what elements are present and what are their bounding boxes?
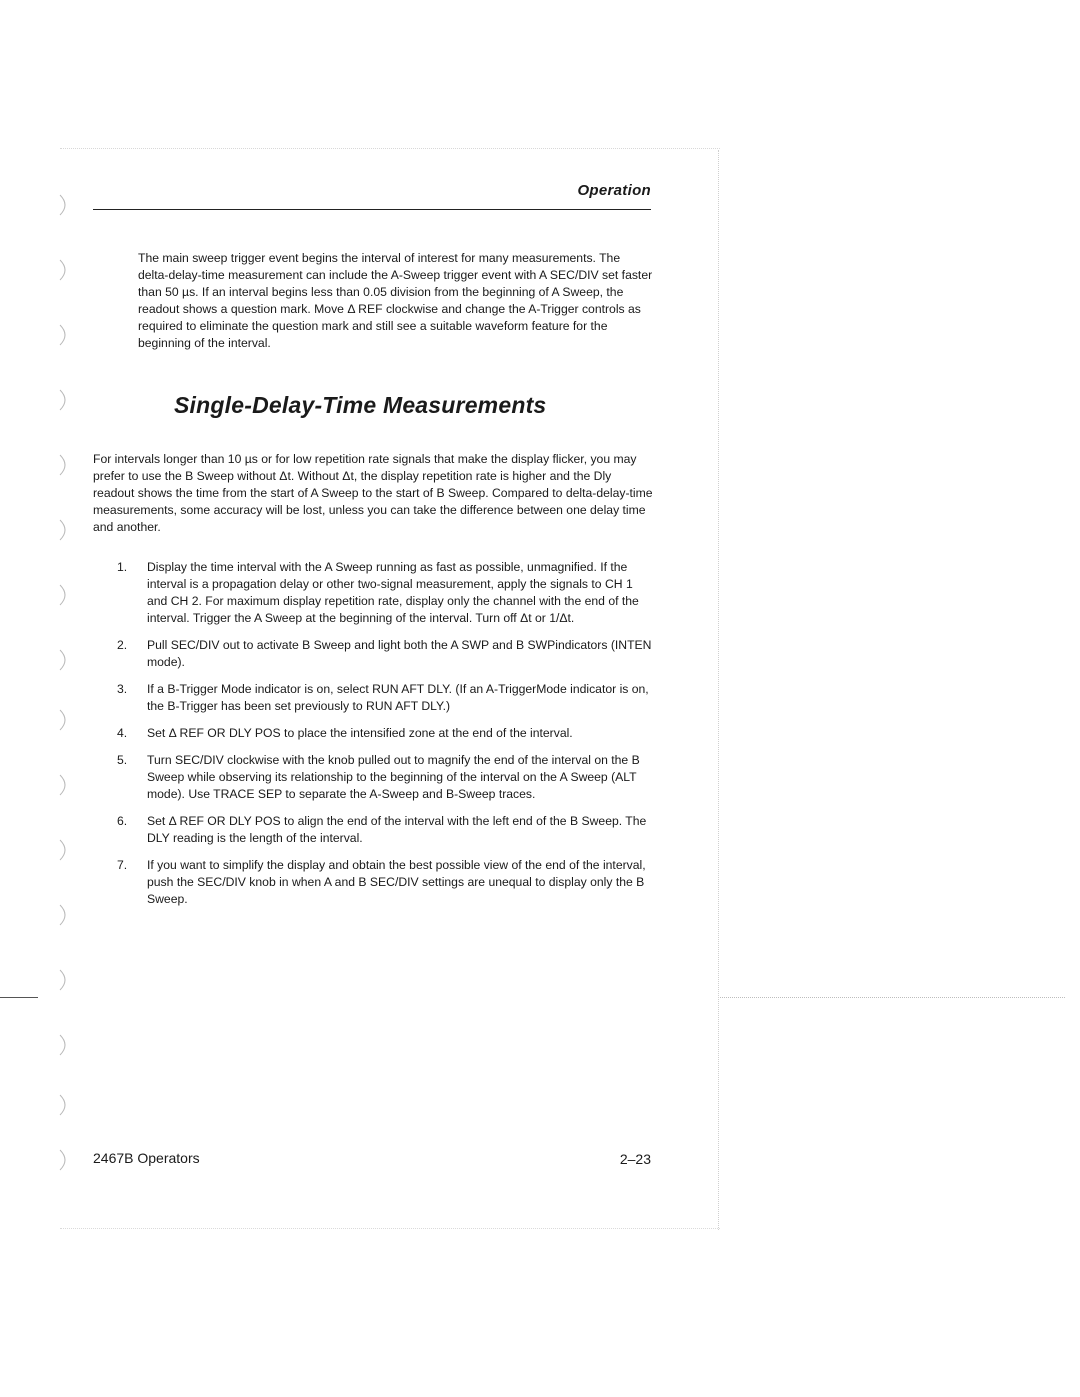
step-number: 1. <box>117 560 128 574</box>
footer-manual-title: 2467B Operators <box>93 1150 200 1166</box>
step-text: Display the time interval with the A Sweep running as fast as possible, unmagnified. If the interval is a propagation delay or other two-signal measurement, apply the signals to CH 1 and CH 2. For maximum display repetition rate, display only the channel with the end of the interval. Trigger the A Sweep at the beginning of the interval. Turn off Δt or 1/Δt. <box>147 560 639 625</box>
procedure-step <box>93 752 653 803</box>
lead-paragraph: For intervals longer than 10 µs or for low repetition rate signals that make the display flicker, you may prefer to use the B Sweep without Δt. Without Δt, the display repetition rate is higher and the Dly readout shows the time from the start of A Sweep to the start of B Sweep. Compared to delta-delay-time measurements, some accuracy will be lost, unless you can take the difference between one delay time and another. <box>93 452 653 534</box>
step-text: Set Δ REF OR DLY POS to place the intensified zone at the end of the interval. <box>147 726 573 740</box>
running-head: Operation <box>577 182 651 199</box>
step-text: Set Δ REF OR DLY POS to align the end of the interval with the left end of the B Sweep. The DLY reading is the length of the interval. <box>147 814 647 845</box>
procedure-steps <box>93 559 653 918</box>
step-number: 2. <box>117 638 128 652</box>
procedure-step <box>93 857 653 908</box>
step-text: Pull SEC/DIV out to activate B Sweep and light both the A SWP and B SWPindicators (INTEN mode). <box>147 638 652 669</box>
step-text: If a B-Trigger Mode indicator is on, select RUN AFT DLY. (If an A-TriggerMode indicator is on, the B-Trigger has been set previously to RUN AFT DLY.) <box>147 682 649 713</box>
binder-hole-marks <box>48 190 78 1180</box>
procedure-step <box>93 725 653 742</box>
margin-dash <box>0 997 38 998</box>
procedure-step <box>93 681 653 715</box>
procedure-step <box>93 813 653 847</box>
step-number: 7. <box>117 858 128 872</box>
scan-edge-top <box>60 148 720 149</box>
step-number: 5. <box>117 753 128 767</box>
procedure-step <box>93 637 653 671</box>
step-number: 3. <box>117 682 128 696</box>
step-number: 6. <box>117 814 128 828</box>
step-text: If you want to simplify the display and obtain the best possible view of the end of the interval, push the SEC/DIV knob in when A and B SEC/DIV settings are unequal to display only the B Sweep. <box>147 858 646 906</box>
scan-edge-spill <box>720 997 1065 998</box>
step-number: 4. <box>117 726 128 740</box>
intro-paragraph: The main sweep trigger event begins the interval of interest for many measurements. The delta-delay-time measurement can include the A-Sweep trigger event with A SEC/DIV set faster than 50 µs. If an interval begins less than 0.05 division from the beginning of A Sweep, the readout shows a question mark. Move Δ REF clockwise and change the A-Trigger controls as required to eliminate the question mark and still see a suitable waveform feature for the beginning of the interval. <box>138 251 653 350</box>
header-rule <box>93 209 651 210</box>
scan-edge-bottom <box>60 1228 720 1229</box>
scan-edge-right <box>718 150 719 1230</box>
section-heading: Single-Delay-Time Measurements <box>174 392 547 418</box>
footer-page-number: 2–23 <box>619 1151 651 1167</box>
procedure-step <box>93 559 653 627</box>
step-text: Turn SEC/DIV clockwise with the knob pulled out to magnify the end of the interval on the B Sweep while observing its relationship to the beginning of the interval on the A Sweep (ALT mode). Use TRACE SEP to separate the A-Sweep and B-Sweep traces. <box>147 753 640 801</box>
